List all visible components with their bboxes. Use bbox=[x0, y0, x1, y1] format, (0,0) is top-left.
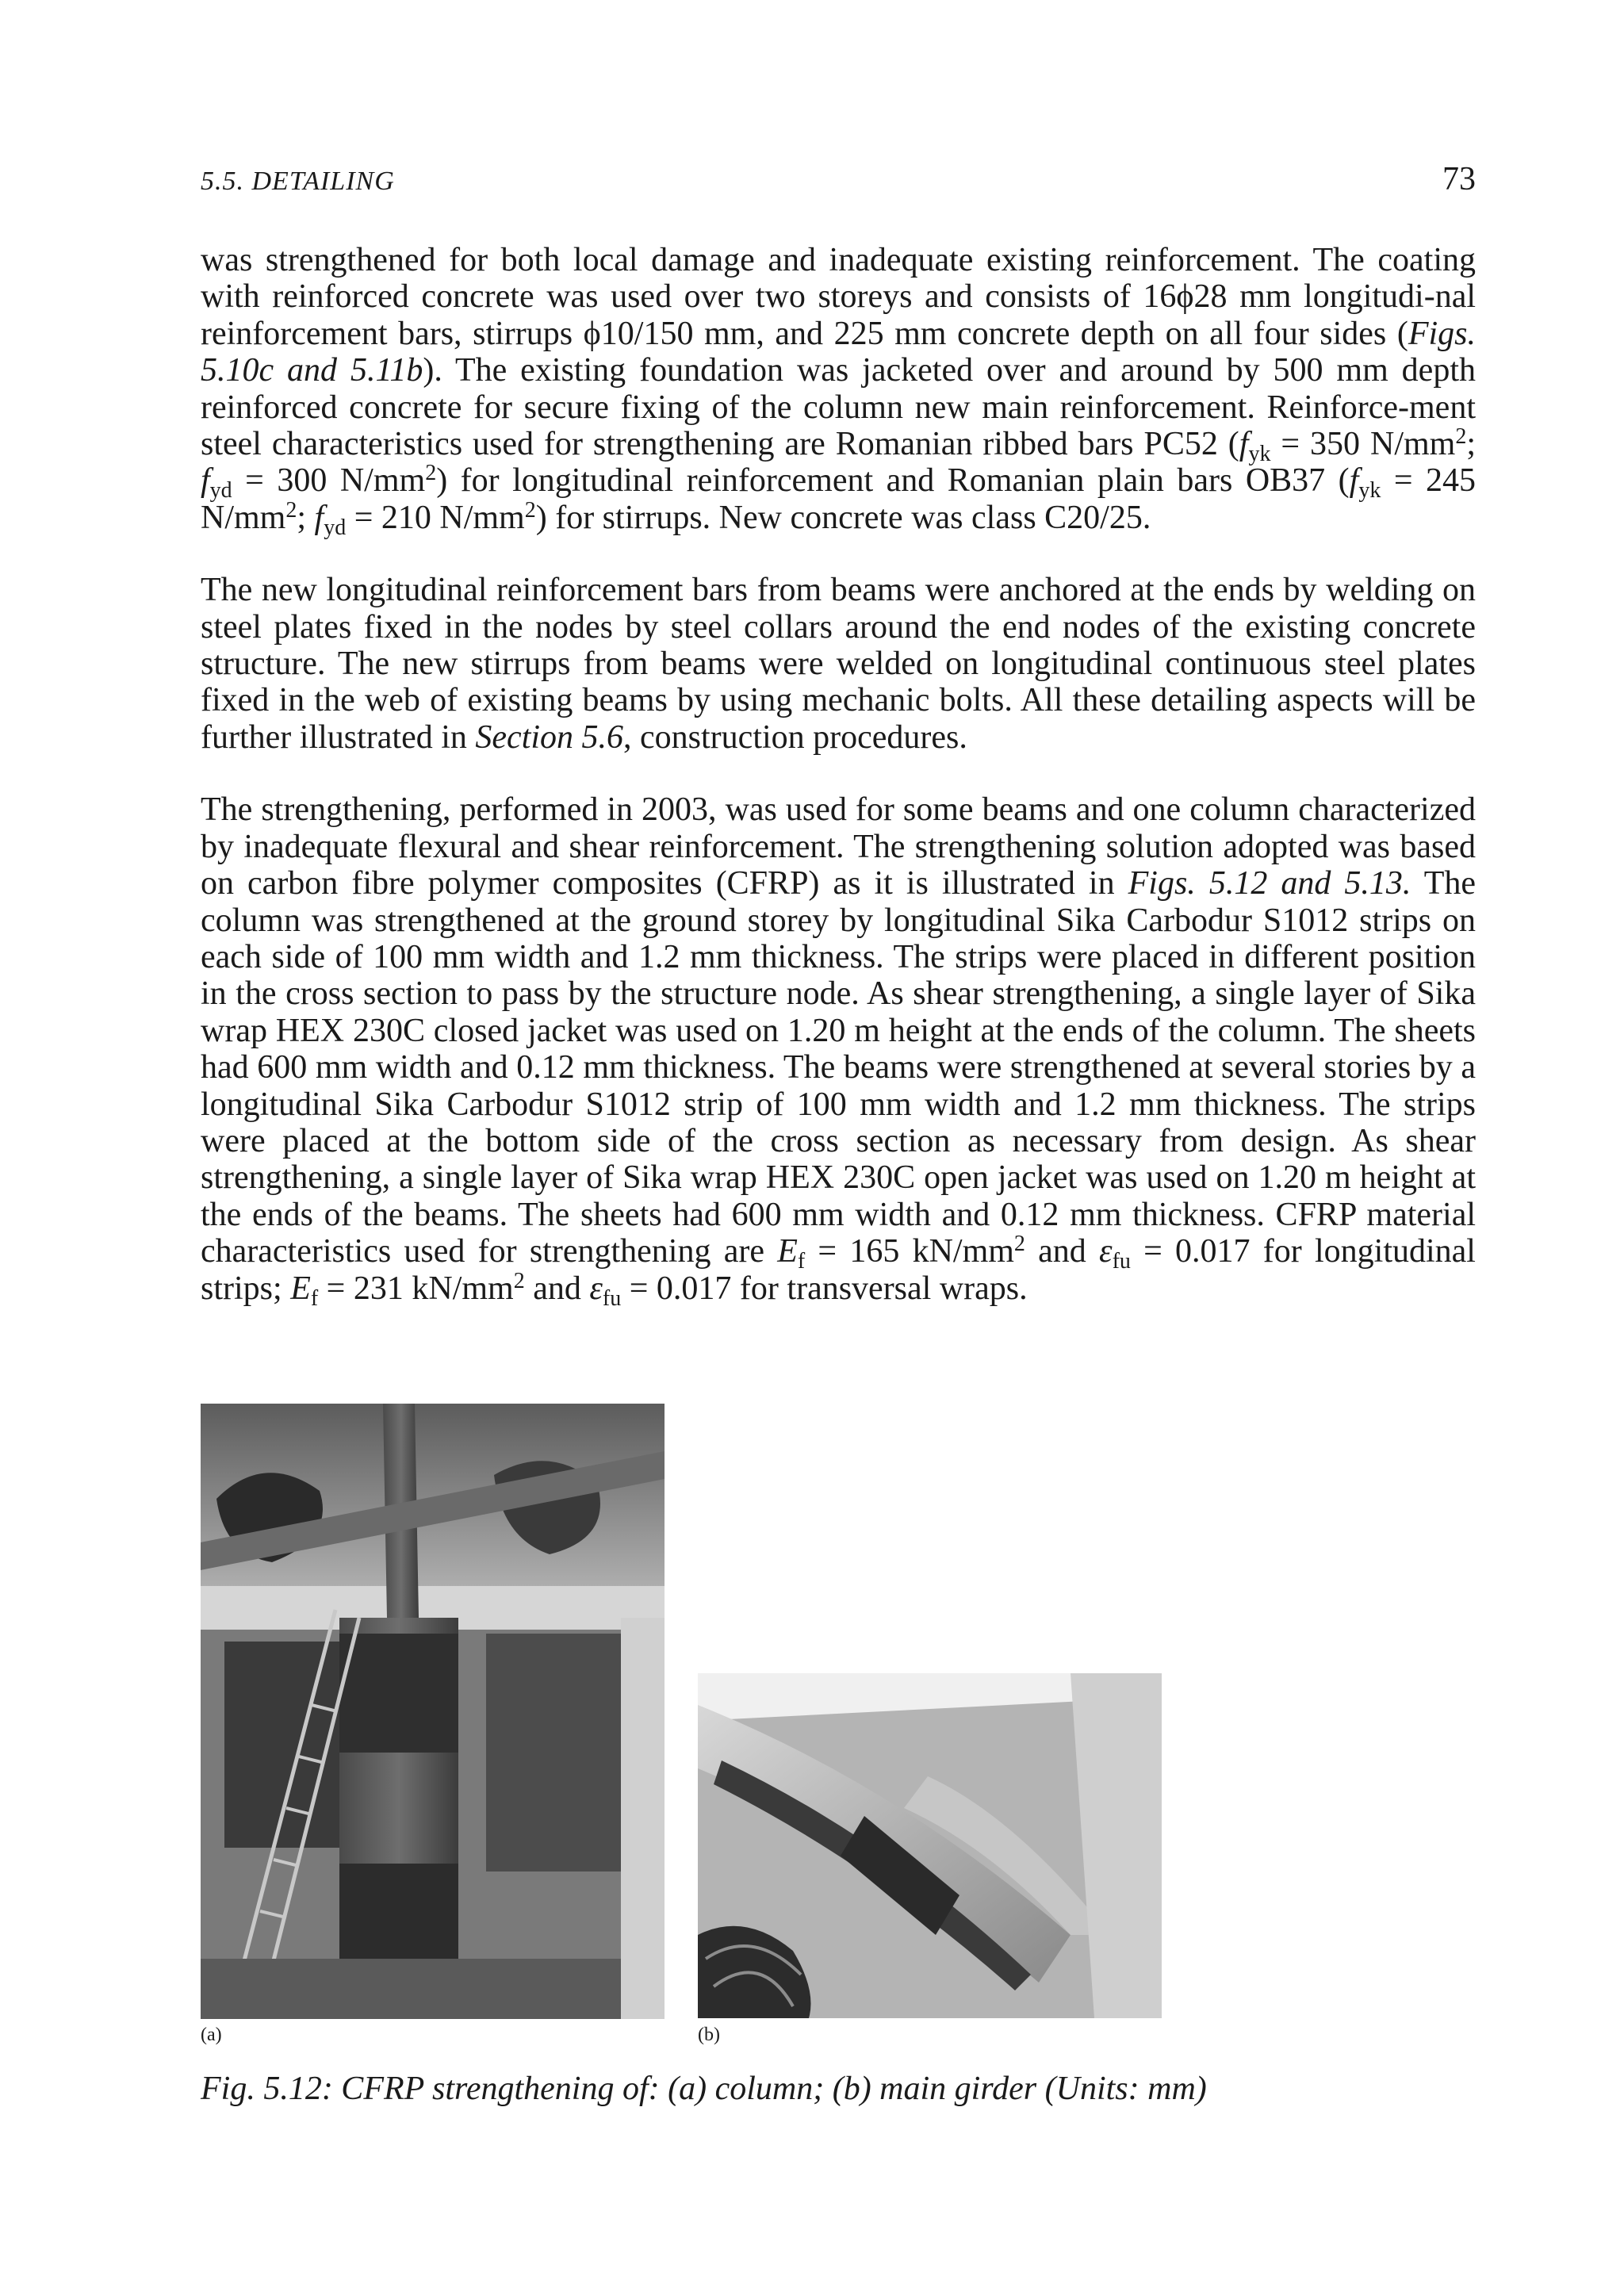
text-span: fu bbox=[1112, 1249, 1131, 1274]
text-span: 2 bbox=[1013, 1232, 1025, 1257]
text-span: The column was strengthened at the ground storey by longitudinal Sika Carbodur S1012 strips on each side of 100 mm width and 1.2 mm thickness. The strips were placed in different position in the cross section to pass by the structure node. As shear strengthening, a single layer of Sika wrap HEX 230C closed jacket was used on 1.20 m height at the ends of the column. The sheets had 600 mm width and 0.12 mm thickness. The beams were strengthened at several stories by a longitudinal Sika Carbodur S1012 strip of 100 mm width and 1.2 mm thickness. The strips were placed at the bottom side of the cross section as necessary from design. As shear strengthening, a single layer of Sika wrap HEX 230C open jacket was used on 1.20 m height at the ends of the beams. The sheets had 600 mm width and 0.12 mm thickness. CFRP material characteristics used for strengthening are bbox=[201, 865, 1476, 1270]
text-span: = 245 N/mm bbox=[201, 462, 1476, 536]
text-span: The new longitudinal reinforcement bars from beams were anchored at the ends by welding on steel plates fixed in the nodes by steel collars around the end nodes of the existing concrete structure. The new stirrups from beams were welded on longitudinal continuous steel plates fixed in the web of existing beams by using mechanic bolts. All these detailing aspects will be further illustrated in bbox=[201, 572, 1476, 756]
text-span: = 165 kN/mm bbox=[805, 1233, 1014, 1270]
text-span: 2 bbox=[513, 1268, 525, 1293]
text-span: ε bbox=[589, 1270, 603, 1307]
text-span: 2 bbox=[425, 461, 437, 486]
text-span: f bbox=[1239, 426, 1249, 463]
paragraph bbox=[201, 242, 1477, 540]
girder-photo bbox=[698, 1673, 1162, 2018]
text-span: f bbox=[314, 499, 324, 536]
text-span: The strengthening, performed in 2003, was used for some beams and one column characterized by inadequate flexural and shear reinforcement. The strengthening solution adopted was based on carbon fibre polymer composites (CFRP) as it is illustrated in bbox=[201, 791, 1476, 902]
text-span: f bbox=[797, 1249, 806, 1274]
text-span: Figs. 5.12 and 5.13. bbox=[1128, 865, 1411, 902]
panel-label-a: (a) bbox=[201, 2025, 222, 2045]
page-number: 73 bbox=[1442, 161, 1476, 197]
text-span: Section 5.6 bbox=[475, 718, 624, 756]
text-span: ). The existing foundation was jacketed over and around by 500 mm depth reinforced concrete for secure fixing of the column new main reinforcement. Reinforce-ment steel characteristics used for strengthening are Romanian ribbed bars PC52 ( bbox=[201, 352, 1476, 463]
paragraph bbox=[201, 791, 1476, 1311]
text-span: ; bbox=[297, 499, 315, 536]
figure-caption: Fig. 5.12: CFRP strengthening of: (a) column; (b) main girder (Units: mm) bbox=[201, 2071, 1207, 2107]
text-span: f bbox=[310, 1285, 319, 1311]
text-span: ) for stirrups. New concrete was class C20/25. bbox=[535, 499, 1151, 536]
page-header bbox=[201, 160, 1476, 205]
text-span: = 300 N/mm bbox=[232, 462, 426, 500]
panel-label-b: (b) bbox=[698, 2025, 720, 2045]
text-span: yk bbox=[1358, 478, 1381, 504]
text-span: fu bbox=[602, 1285, 622, 1311]
text-span: = 231 kN/mm bbox=[318, 1270, 514, 1307]
text-span: = 0.017 for transversal wraps. bbox=[621, 1270, 1028, 1307]
text-span: ; bbox=[1466, 426, 1477, 463]
text-span: ε bbox=[1099, 1233, 1113, 1270]
text-span: f bbox=[1349, 462, 1359, 500]
text-span: 2 bbox=[1455, 424, 1467, 450]
text-span: and bbox=[524, 1270, 590, 1307]
text-span: ) for longitudinal reinforcement and Romanian plain bars OB37 ( bbox=[436, 462, 1350, 500]
text-span: 2 bbox=[285, 497, 297, 523]
text-span: E bbox=[290, 1270, 311, 1307]
text-span: = 210 N/mm bbox=[346, 499, 525, 536]
text-span: = 0.017 for longitudinal strips; bbox=[201, 1233, 1476, 1307]
column-photo bbox=[201, 1404, 665, 2019]
running-head: 5.5. DETAILING bbox=[201, 167, 395, 196]
text-span: Figs. 5.10c and 5.11b bbox=[201, 315, 1476, 389]
text-span: E bbox=[777, 1233, 798, 1270]
text-span: and bbox=[1025, 1233, 1100, 1270]
text-span: was strengthened for both local damage and inadequate existing reinforcement. The coating with reinforced concrete was used over two storeys and consists of 16ϕ28 mm longitudi-nal reinforcement bars, stirrups ϕ10/150 mm, and 225 mm concrete depth on all four sides ( bbox=[201, 242, 1476, 352]
body-text bbox=[201, 242, 1477, 1311]
text-span: = 350 N/mm bbox=[1270, 426, 1456, 463]
paragraph bbox=[201, 572, 1476, 756]
text-span: yk bbox=[1248, 442, 1271, 467]
text-span: yd bbox=[209, 478, 232, 504]
text-span: f bbox=[201, 462, 210, 500]
text-span: yd bbox=[324, 515, 347, 540]
text-span: , construction procedures. bbox=[623, 718, 967, 756]
text-span: 2 bbox=[524, 497, 536, 523]
